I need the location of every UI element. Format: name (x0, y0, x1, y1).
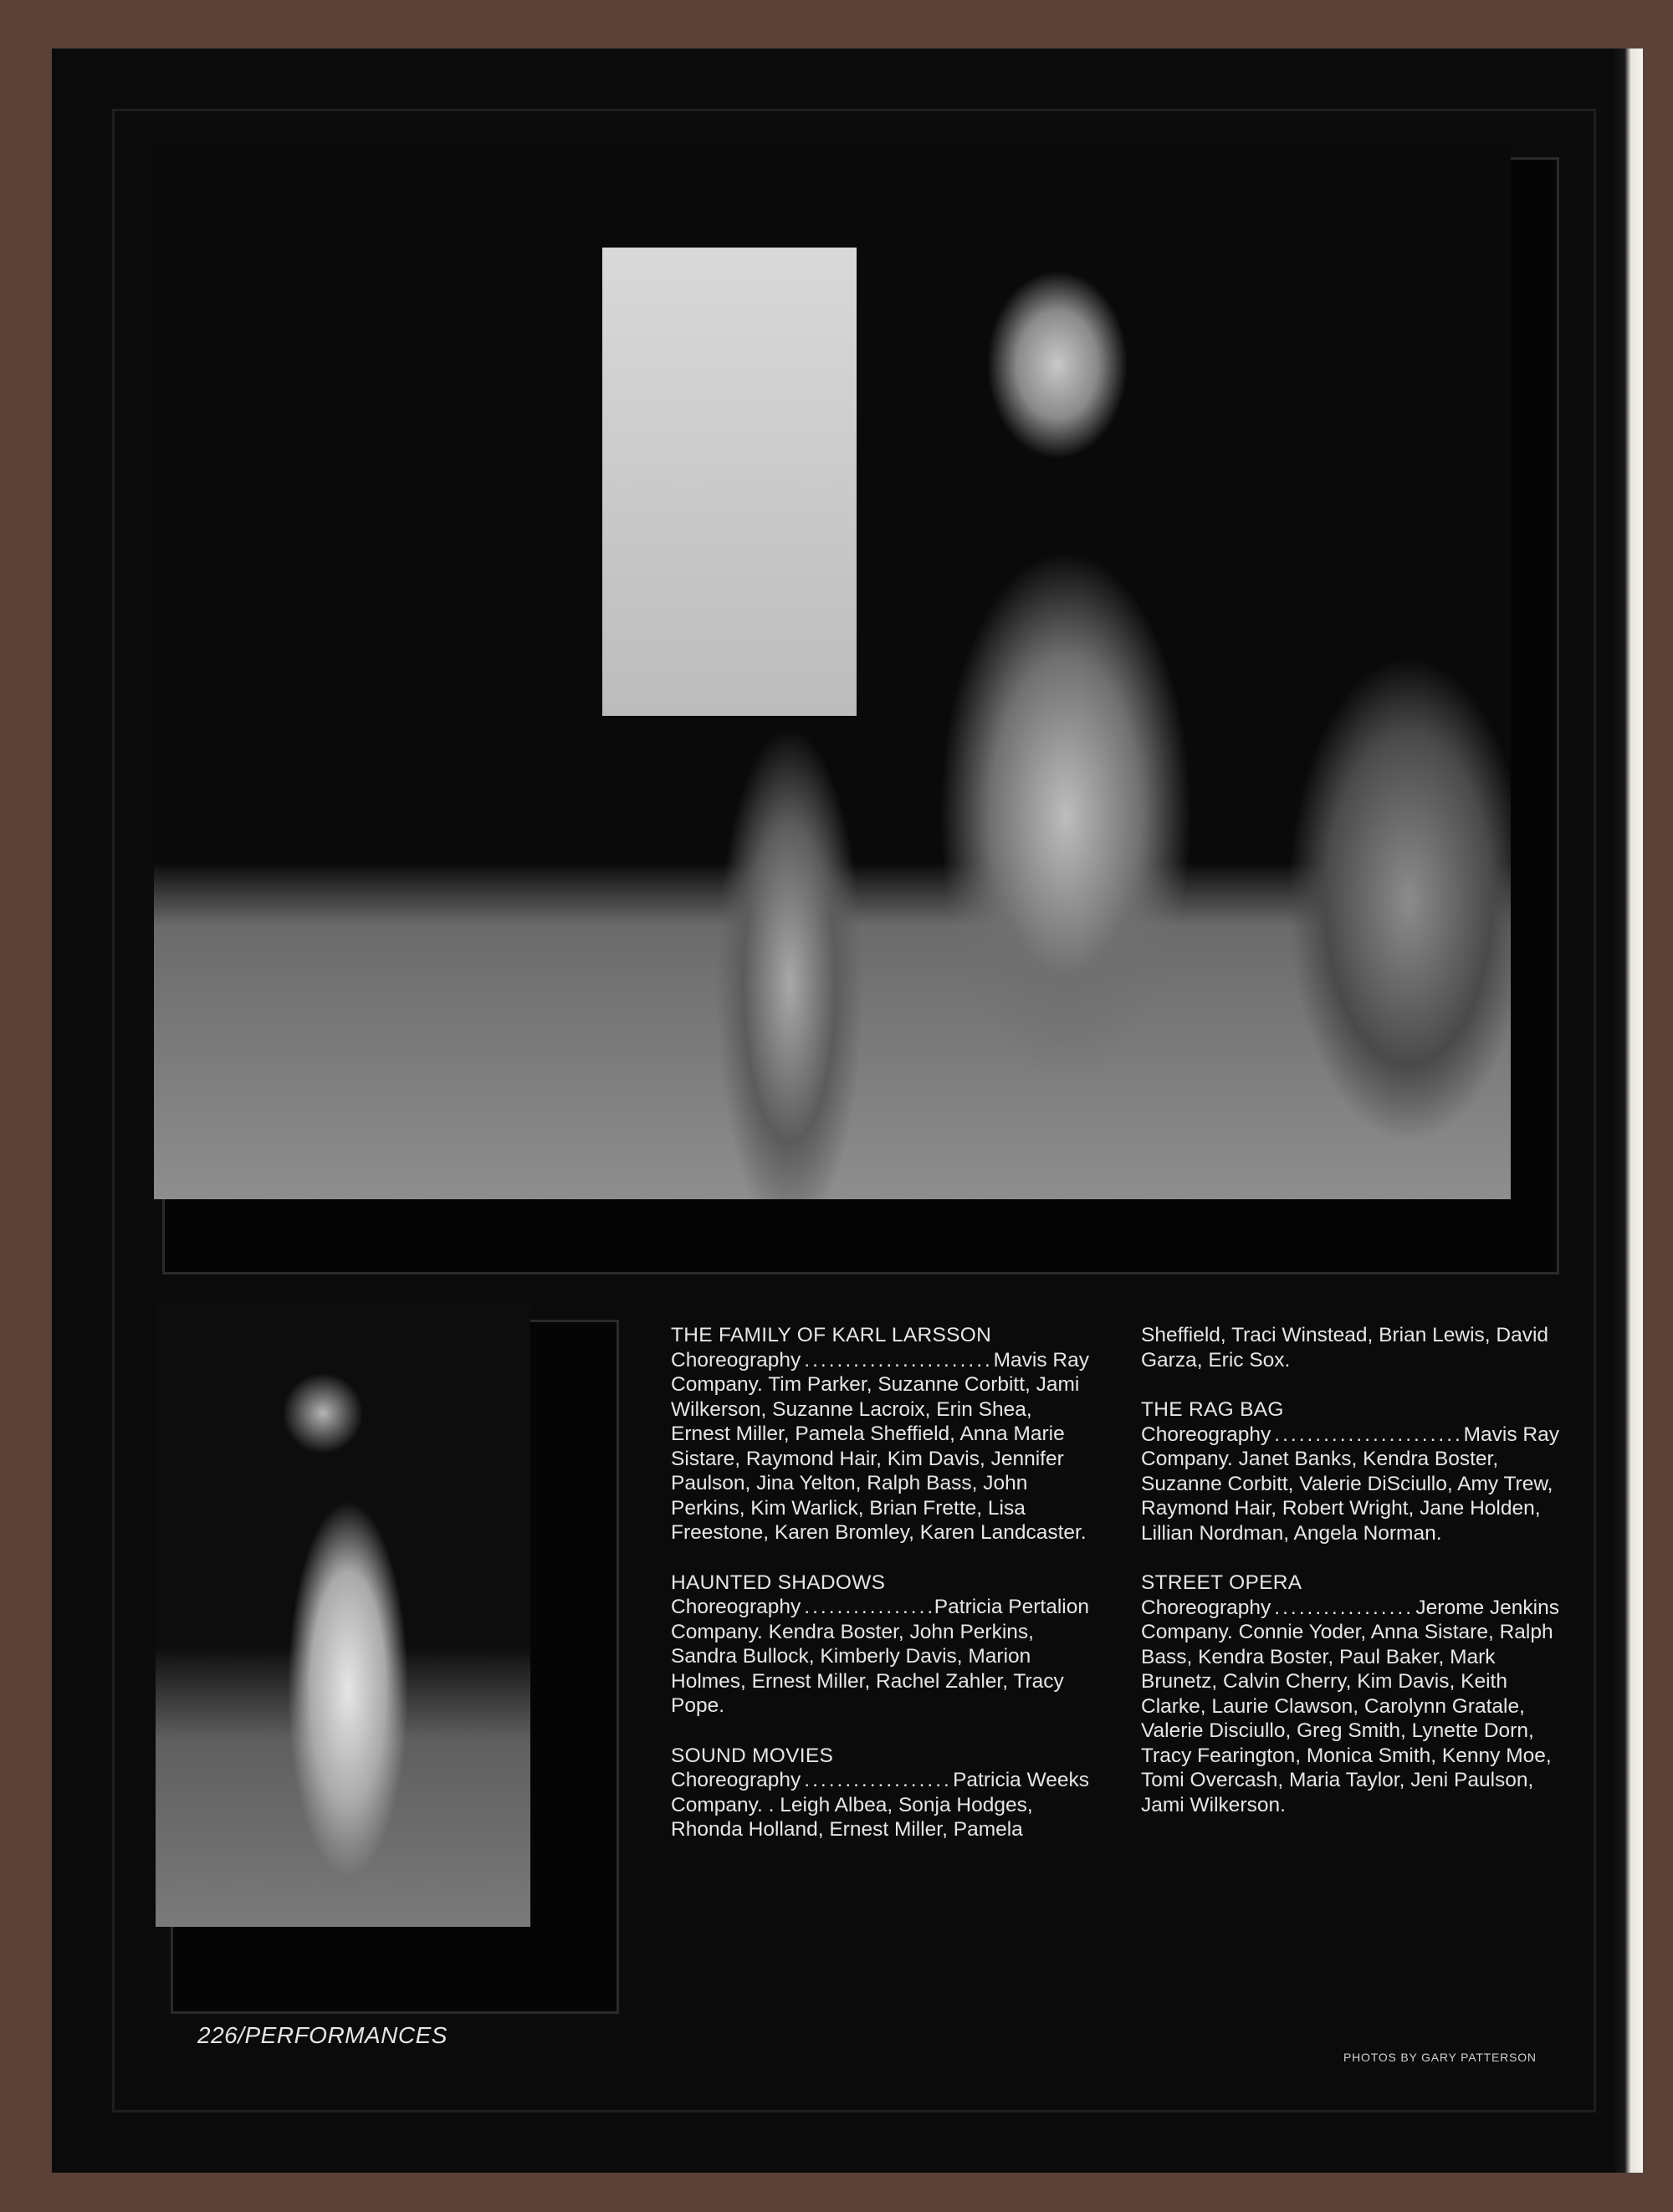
credits-column-left (671, 1323, 1089, 1867)
company-list-continued: Sheffield, Traci Winstead, Brian Lewis, David Garza, Eric Sox. (1141, 1324, 1549, 1372)
section-title: THE FAMILY OF KARL LARSSON (671, 1324, 992, 1346)
choreography-line: Choreography ..... Mavis Ray (671, 1348, 1089, 1373)
section-rag-bag (1141, 1397, 1559, 1545)
main-performance-photo (154, 147, 1511, 1199)
section-title: STREET OPERA (1141, 1571, 1302, 1594)
backdrop-panel (602, 248, 857, 716)
section-sound-movies-continued (1141, 1323, 1559, 1372)
company-list: Company. Connie Yoder, Anna Sistare, Ralph Bass, Kendra Boster, Paul Baker, Mark Brunetz, Calvin Cherry, Kim Davis, Keith Clarke, Laurie Clawson, Carolynn Gratale, Valerie Disciullo, Greg Smith, Lynette Dorn, Tracy Fearington, Monica Smith, Kenny Moe, Tomi Overcash, Maria Taylor, Jeni Paulson, Jami Wilkerson. (1141, 1621, 1553, 1816)
section-title: HAUNTED SHADOWS (671, 1571, 886, 1594)
company-list: Company. . Leigh Albea, Sonja Hodges, Rhonda Holland, Ernest Miller, Pamela (671, 1793, 1033, 1841)
company-list: Company. Janet Banks, Kendra Boster, Suzanne Corbitt, Valerie DiSciullo, Amy Trew, Raymond Hair, Robert Wright, Jane Holden, Lillian Nordman, Angela Norman. (1141, 1448, 1553, 1545)
choreography-line: Choreography ..... Patricia Weeks (671, 1768, 1089, 1793)
photo-credit: PHOTOS BY GARY PATTERSON (1343, 2051, 1537, 2064)
torn-page-edge (1613, 49, 1643, 2173)
section-sound-movies (671, 1744, 1089, 1842)
duet-dance-photo (156, 1305, 530, 1927)
choreography-line: Choreography ..... Jerome Jenkins (1141, 1596, 1559, 1621)
section-family-of-karl-larsson (671, 1323, 1089, 1545)
section-street-opera (1141, 1571, 1559, 1817)
section-title: SOUND MOVIES (671, 1744, 834, 1767)
company-list: Company. Kendra Boster, John Perkins, Sandra Bullock, Kimberly Davis, Marion Holmes, Ernest Miller, Rachel Zahler, Tracy Pope. (671, 1620, 1064, 1717)
choreography-line: Choreography ..... Patricia Pertalion (671, 1595, 1089, 1620)
choreography-line: Choreography ..... Mavis Ray (1141, 1423, 1559, 1448)
page-number-label: 226/PERFORMANCES (197, 2022, 448, 2048)
section-haunted-shadows (671, 1571, 1089, 1719)
credits-column-right (1141, 1323, 1559, 1842)
company-list: Company. Tim Parker, Suzanne Corbitt, Jami Wilkerson, Suzanne Lacroix, Erin Shea, Ernest Miller, Pamela Sheffield, Anna Marie Sistare, Raymond Hair, Kim Davis, Jennifer Paulson, Jina Yelton, Ralph Bass, John Perkins, Kim Warlick, Brian Frette, Lisa Freestone, Karen Bromley, Karen Landcaster. (671, 1373, 1087, 1544)
section-title: THE RAG BAG (1141, 1398, 1284, 1421)
